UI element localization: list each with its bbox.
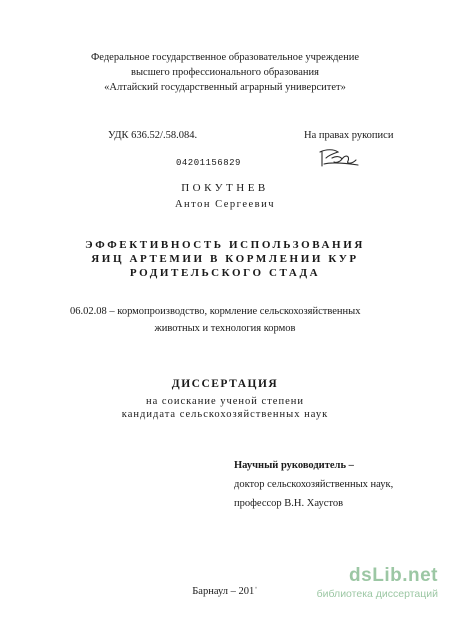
specialty-line-2: животных и технология кормов xyxy=(154,323,296,334)
watermark xyxy=(317,565,438,600)
signature-icon xyxy=(318,144,362,170)
udk-code: УДК 636.52/.58.084. xyxy=(108,130,198,141)
degree-line-2: кандидата сельскохозяйственных наук xyxy=(121,409,329,420)
institution-line-3: «Алтайский государственный аграрный университет» xyxy=(104,82,346,93)
author-surname: ПОКУТНЕВ xyxy=(181,182,269,194)
watermark-subtitle: библиотека диссертаций xyxy=(316,588,438,600)
dissertation-title xyxy=(0,238,450,280)
title-line-2: ЯИЦ АРТЕМИИ В КОРМЛЕНИИ КУР xyxy=(91,253,359,265)
institution-line-2: высшего профессионального образования xyxy=(131,67,319,78)
city-year: Барнаул – 201ˈ xyxy=(192,586,258,597)
dissertation-heading: ДИССЕРТАЦИЯ xyxy=(171,378,279,390)
supervisor-label: Научный руководитель – xyxy=(234,460,354,471)
document-number: 04201156829 xyxy=(176,158,241,168)
degree-line-1: на соискание ученой степени xyxy=(146,396,304,407)
supervisor-degree: доктор сельскохозяйственных наук, xyxy=(234,479,394,490)
institution-line-1: Федеральное государственное образовательное учреждение xyxy=(91,52,359,63)
institution-header xyxy=(0,50,450,95)
title-line-3: РОДИТЕЛЬСКОГО СТАДА xyxy=(129,267,321,279)
author-name: Антон Сергеевич xyxy=(174,199,276,210)
specialty-line-1: 06.02.08 – кормопроизводство, кормление сельскохозяйственных xyxy=(70,306,361,317)
watermark-logo: dsLib.net xyxy=(349,565,438,586)
title-line-1: ЭФФЕКТИВНОСТЬ ИСПОЛЬЗОВАНИЯ xyxy=(85,239,365,251)
degree-block xyxy=(0,395,450,421)
manuscript-rights: На правах рукописи xyxy=(304,130,394,141)
supervisor-block xyxy=(234,456,393,513)
supervisor-name: профессор В.Н. Хаустов xyxy=(234,498,344,509)
